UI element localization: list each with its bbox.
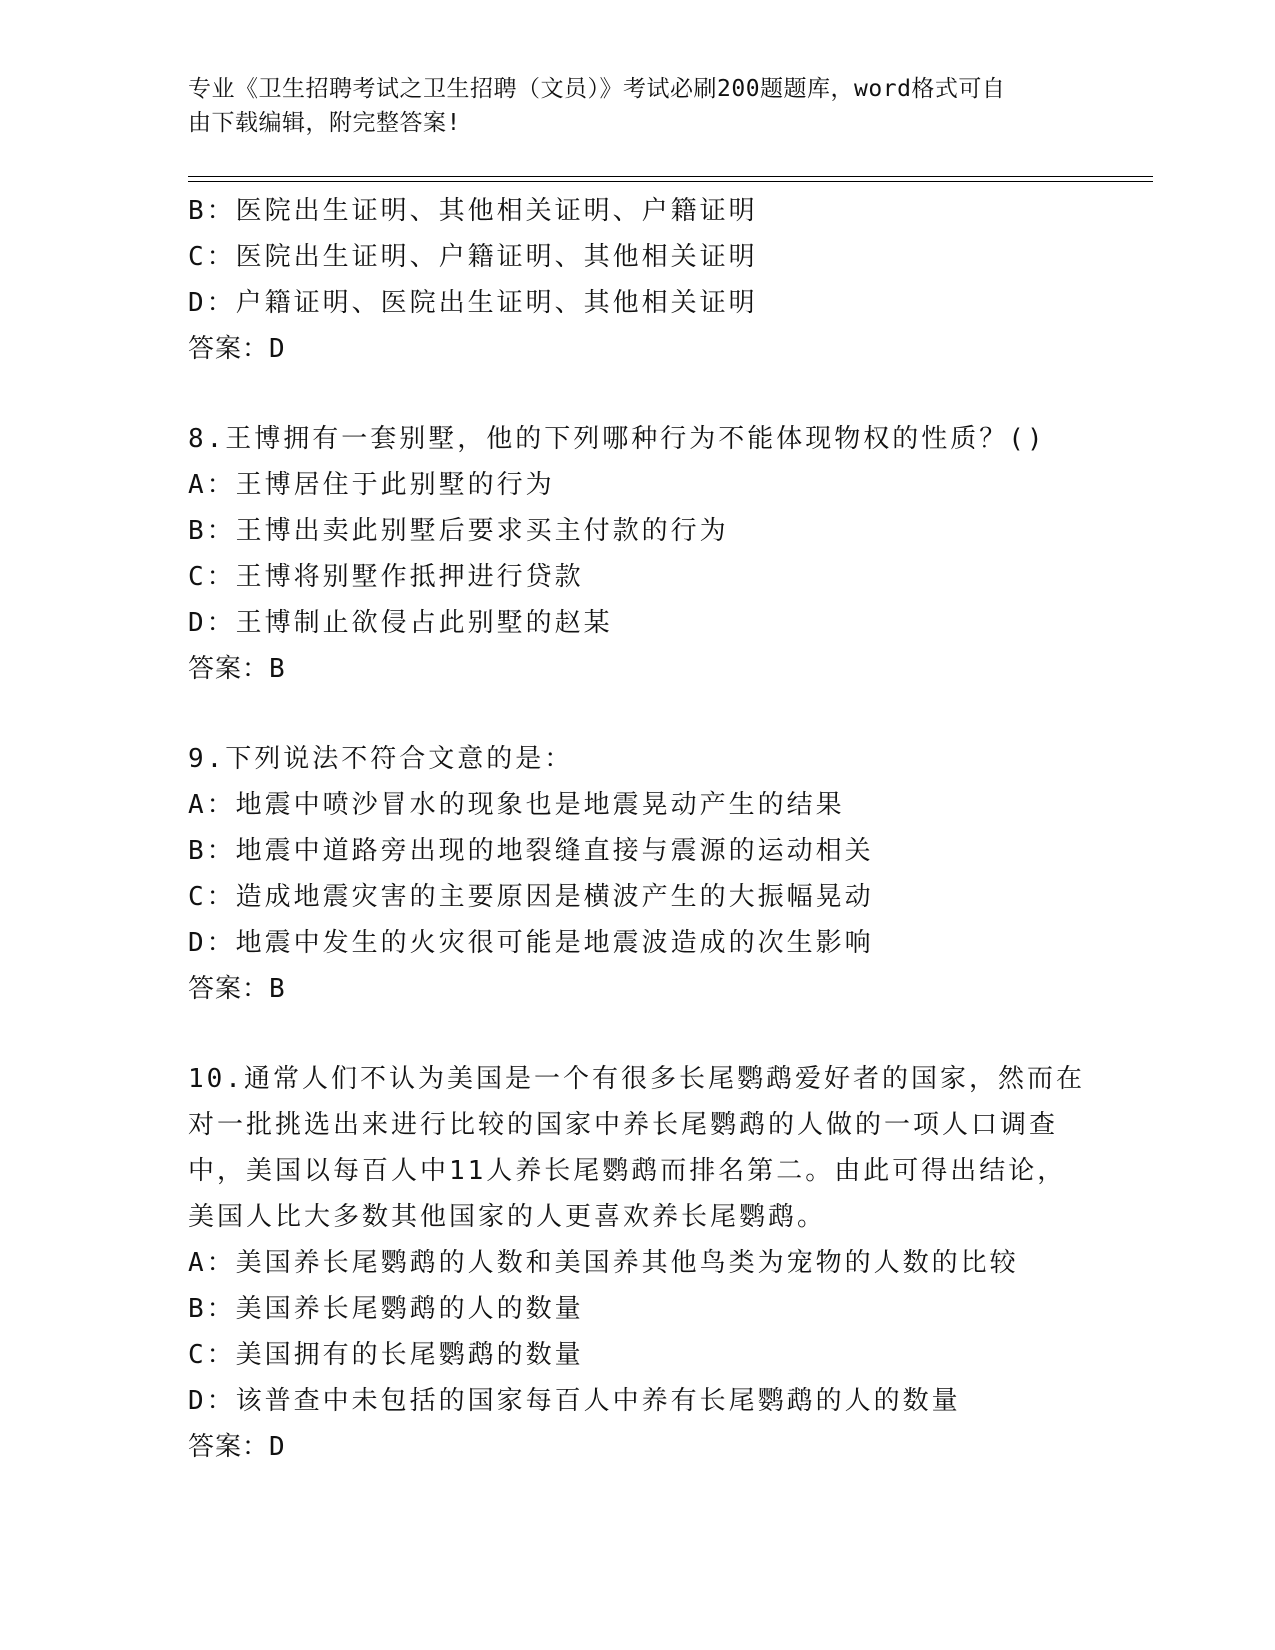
answer-line [188, 326, 1078, 372]
option-d: D：户籍证明、医院出生证明、其他相关证明 [188, 288, 758, 318]
option-c: C：造成地震灾害的主要原因是横波产生的大振幅晃动 [188, 882, 874, 912]
answer-label: 答案： [188, 334, 270, 364]
option-b: B：医院出生证明、其他相关证明、户籍证明 [188, 196, 758, 226]
answer-line [188, 646, 1078, 692]
option-b: B：王博出卖此别墅后要求买主付款的行为 [188, 516, 729, 546]
question-9 [188, 736, 1078, 1012]
answer-label: 答案： [188, 974, 270, 1004]
answer-line [188, 1424, 1078, 1470]
question-stem-line-4: 美国人比大多数其他国家的人更喜欢养长尾鹦鹉。 [188, 1202, 827, 1232]
option-d: D：地震中发生的火灾很可能是地震波造成的次生影响 [188, 928, 874, 958]
question-stem: 8.王博拥有一套别墅，他的下列哪种行为不能体现物权的性质？() [188, 424, 1046, 454]
spacer [188, 692, 1078, 736]
option-a: A：美国养长尾鹦鹉的人数和美国养其他鸟类为宠物的人数的比较 [188, 1248, 1019, 1278]
question-stem-line-2: 对一批挑选出来进行比较的国家中养长尾鹦鹉的人做的一项人口调查 [188, 1110, 1059, 1140]
option-b: B：地震中道路旁出现的地裂缝直接与震源的运动相关 [188, 836, 874, 866]
question-stem: 9.下列说法不符合文意的是： [188, 744, 574, 774]
option-b: B：美国养长尾鹦鹉的人的数量 [188, 1294, 584, 1324]
header-rule-thick [188, 176, 1153, 177]
question-8 [188, 416, 1078, 692]
question-stem-line-1: 10.通常人们不认为美国是一个有很多长尾鹦鹉爱好者的国家，然而在 [188, 1064, 1085, 1094]
answer-label: 答案： [188, 1432, 270, 1462]
option-a: A：王博居住于此别墅的行为 [188, 470, 555, 500]
spacer [188, 1012, 1078, 1056]
spacer [188, 372, 1078, 416]
question-7 [188, 188, 1078, 372]
answer-value: B [269, 974, 288, 1004]
option-d: D：该普查中未包括的国家每百人中养有长尾鹦鹉的人的数量 [188, 1386, 961, 1416]
header-line-2: 由下载编辑，附完整答案! [188, 110, 461, 136]
option-c: C：王博将别墅作抵押进行贷款 [188, 562, 584, 592]
question-10 [188, 1056, 1085, 1470]
answer-line [188, 966, 1078, 1012]
question-list [188, 188, 1085, 1470]
answer-value: D [269, 334, 288, 364]
header-line-1: 专业《卫生招聘考试之卫生招聘（文员）》考试必刷200题题库，word格式可自 [188, 76, 1006, 102]
option-d: D：王博制止欲侵占此别墅的赵某 [188, 608, 613, 638]
question-stem-line-3: 中，美国以每百人中11人养长尾鹦鹉而排名第二。由此可得出结论， [188, 1156, 1067, 1186]
option-c: C：美国拥有的长尾鹦鹉的数量 [188, 1340, 584, 1370]
answer-value: D [269, 1432, 288, 1462]
answer-value: B [269, 654, 288, 684]
option-c: C：医院出生证明、户籍证明、其他相关证明 [188, 242, 758, 272]
answer-label: 答案： [188, 654, 270, 684]
header-rule-thin [188, 181, 1153, 182]
option-a: A：地震中喷沙冒水的现象也是地震晃动产生的结果 [188, 790, 845, 820]
document-header [188, 72, 1088, 140]
